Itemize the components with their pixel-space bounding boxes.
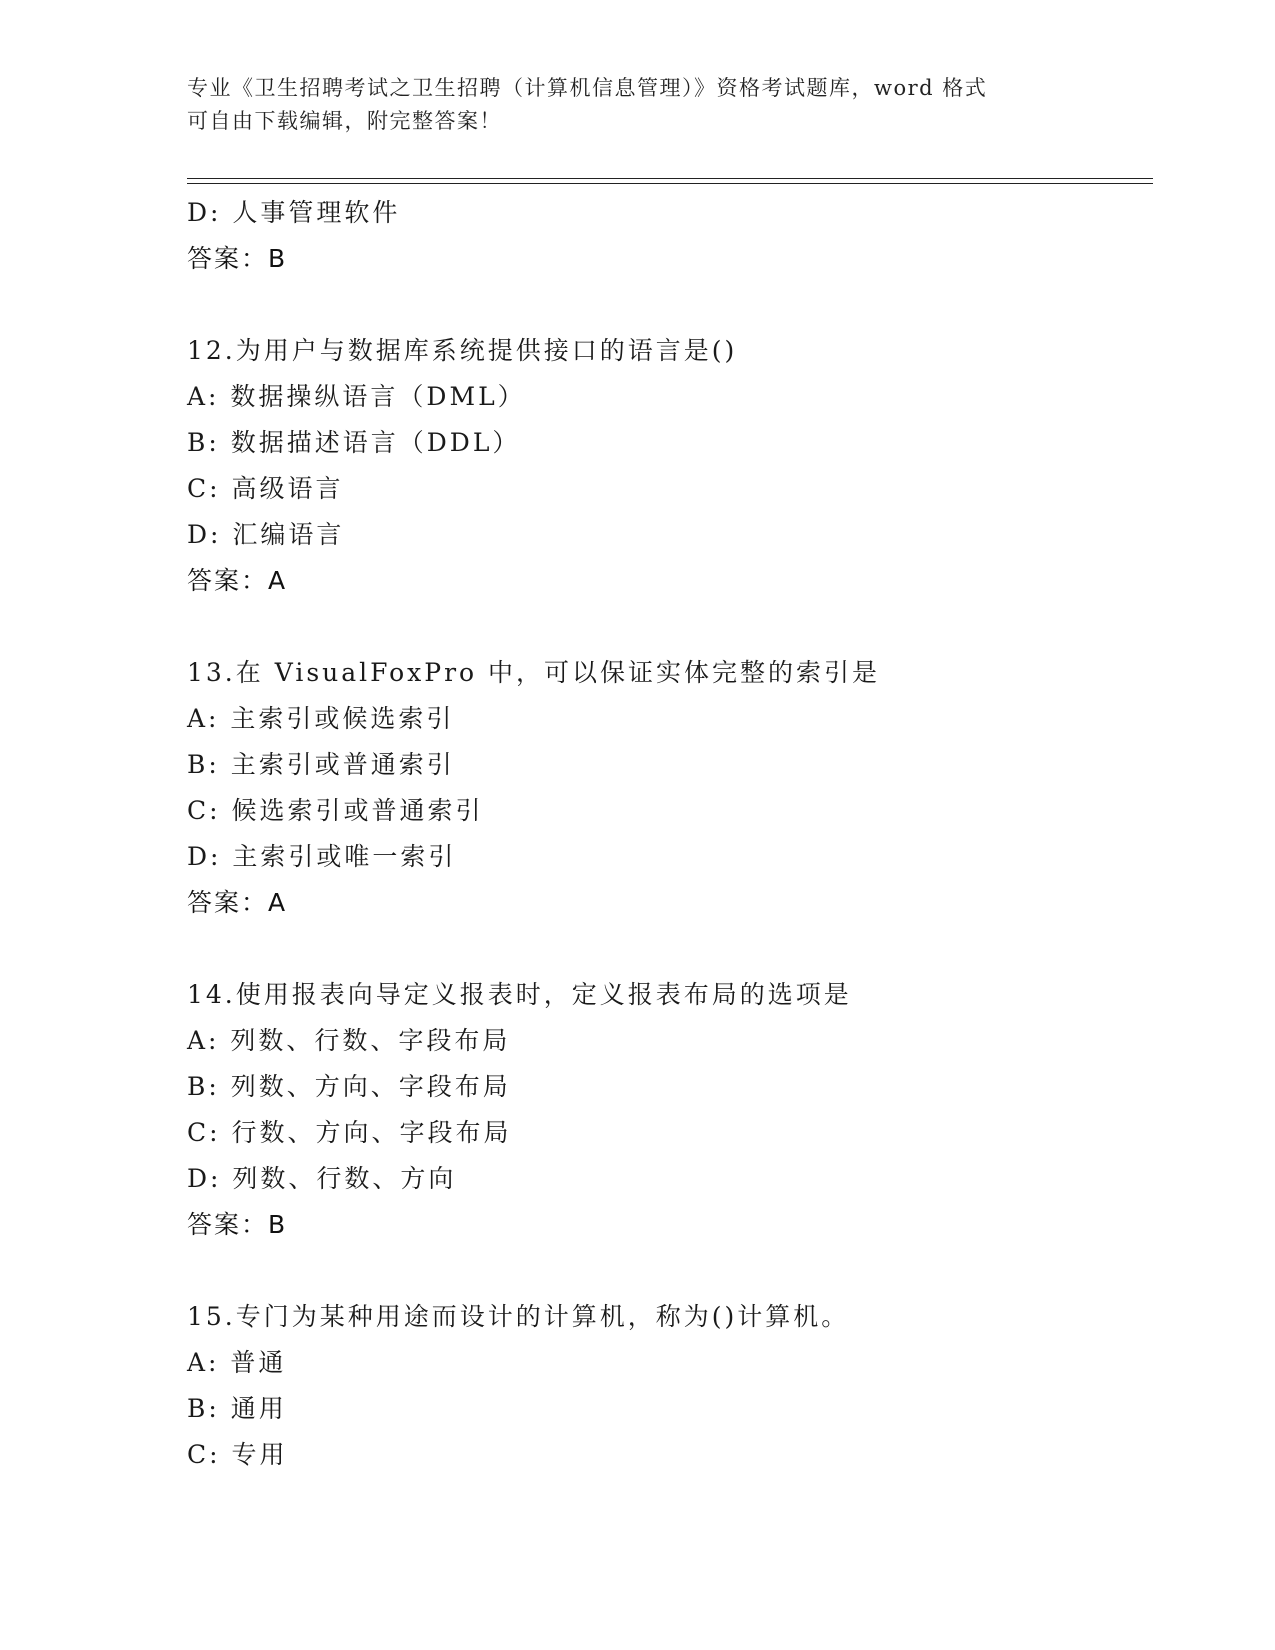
option-a: A: 普通 bbox=[187, 1348, 287, 1377]
question-15 bbox=[187, 1294, 1147, 1478]
option-d: D: 主索引或唯一索引 bbox=[187, 842, 457, 871]
answer-line: 答案：A bbox=[187, 888, 288, 917]
previous-question-tail bbox=[187, 190, 1147, 282]
question-stem: 15.专门为某种用途而设计的计算机，称为()计算机。 bbox=[187, 1302, 850, 1331]
option-a: A: 列数、行数、字段布局 bbox=[187, 1026, 511, 1055]
option-b: B: 通用 bbox=[187, 1394, 287, 1423]
header-line-2: 可自由下载编辑，附完整答案！ bbox=[187, 109, 502, 133]
question-12 bbox=[187, 328, 1147, 604]
option-d: D: 人事管理软件 bbox=[187, 198, 401, 227]
document-header bbox=[187, 72, 1067, 138]
option-a: A: 数据操纵语言（DML） bbox=[187, 382, 526, 411]
question-14 bbox=[187, 972, 1147, 1248]
option-d: D: 汇编语言 bbox=[187, 520, 345, 549]
spacer bbox=[187, 282, 1147, 328]
option-b: B: 列数、方向、字段布局 bbox=[187, 1072, 511, 1101]
question-stem: 14.使用报表向导定义报表时，定义报表布局的选项是 bbox=[187, 980, 852, 1009]
answer-line: 答案：B bbox=[187, 1210, 288, 1239]
question-list bbox=[187, 190, 1147, 1478]
option-c: C: 高级语言 bbox=[187, 474, 344, 503]
spacer bbox=[187, 926, 1147, 972]
option-c: C: 候选索引或普通索引 bbox=[187, 796, 484, 825]
option-b: B: 主索引或普通索引 bbox=[187, 750, 455, 779]
option-d: D: 列数、行数、方向 bbox=[187, 1164, 457, 1193]
header-line-1: 专业《卫生招聘考试之卫生招聘（计算机信息管理）》资格考试题库，word 格式 bbox=[187, 76, 988, 100]
question-stem: 13.在 VisualFoxPro 中，可以保证实体完整的索引是 bbox=[187, 658, 881, 687]
option-b: B: 数据描述语言（DDL） bbox=[187, 428, 521, 457]
option-c: C: 专用 bbox=[187, 1440, 288, 1469]
answer-line: 答案：A bbox=[187, 566, 288, 595]
header-divider-bottom bbox=[187, 183, 1153, 184]
question-stem: 12.为用户与数据库系统提供接口的语言是() bbox=[187, 336, 738, 365]
header-divider-top bbox=[187, 178, 1153, 179]
question-13 bbox=[187, 650, 1147, 926]
option-c: C: 行数、方向、字段布局 bbox=[187, 1118, 512, 1147]
spacer bbox=[187, 1248, 1147, 1294]
option-a: A: 主索引或候选索引 bbox=[187, 704, 455, 733]
spacer bbox=[187, 604, 1147, 650]
answer-line: 答案：B bbox=[187, 244, 288, 273]
